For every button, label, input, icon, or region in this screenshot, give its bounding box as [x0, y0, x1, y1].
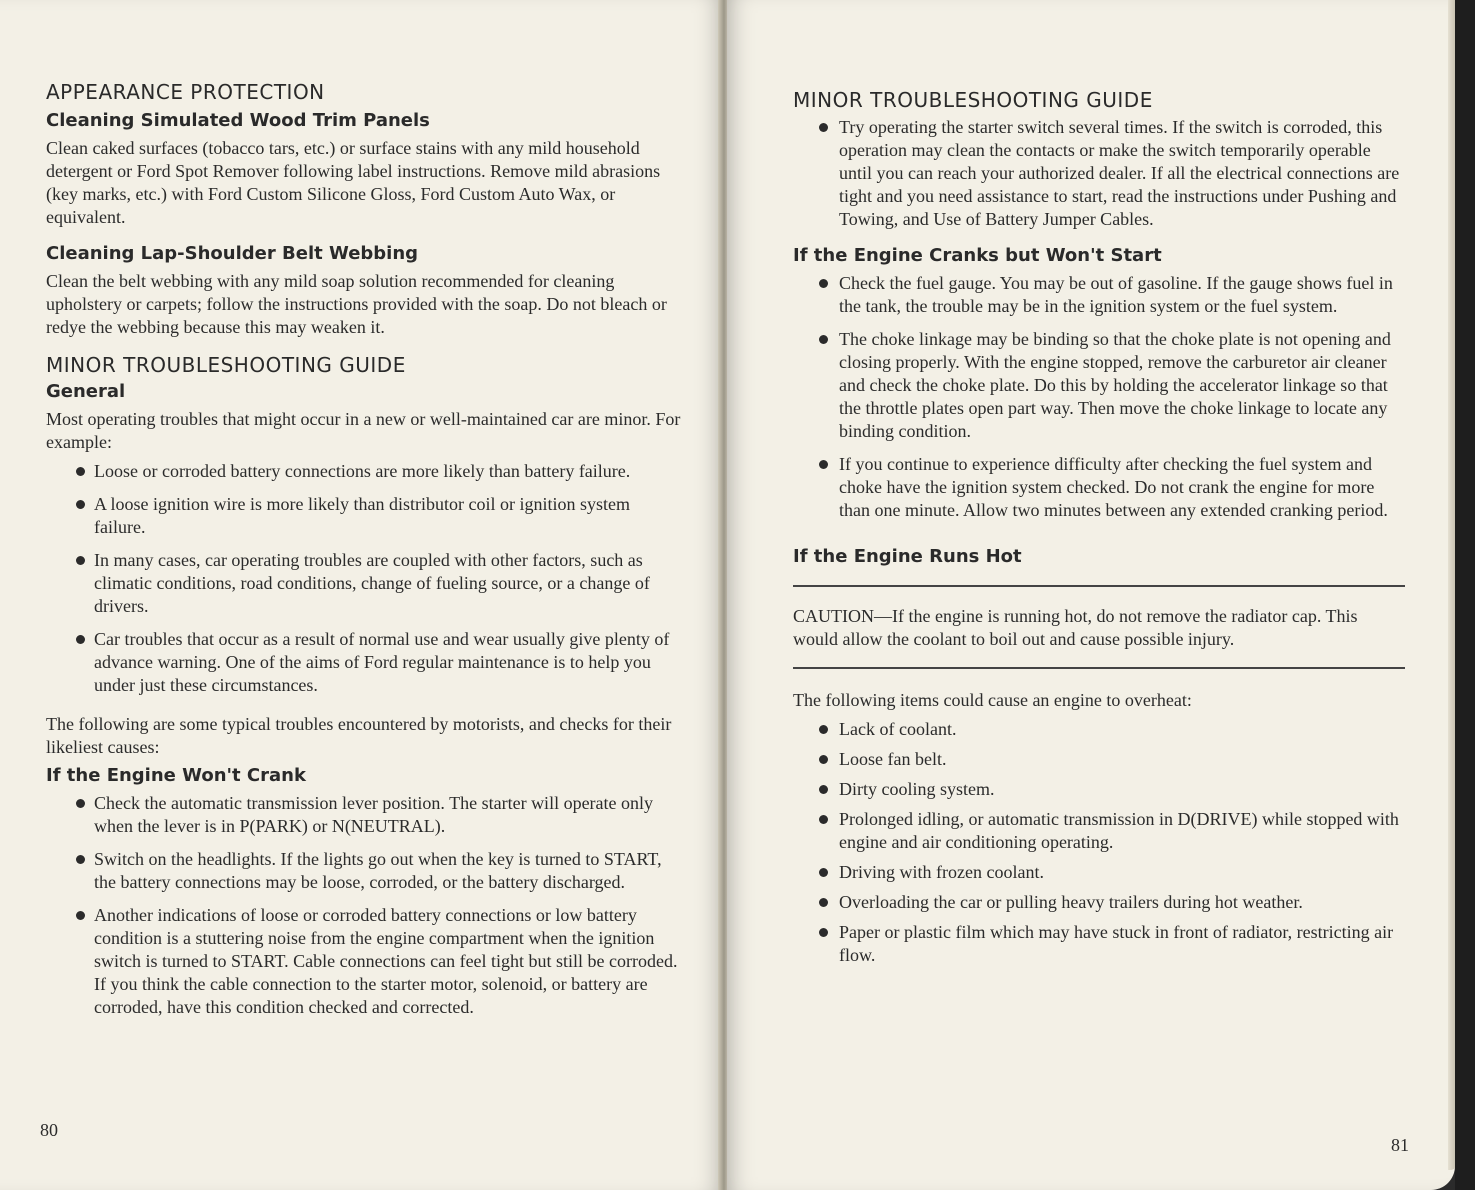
bullet-icon: [819, 123, 828, 132]
bullet-icon: [819, 335, 828, 344]
list-item: Switch on the headlights. If the lights go out when the key is turned to START, the battery connections may be loose, corroded, or the battery discharged.: [46, 848, 682, 894]
page-number-right: 81: [1391, 1135, 1409, 1155]
list-item: If you continue to experience difficulty after checking the fuel system and choke have the ignition system checked. Do not crank the engine for more than one minute. Allow two minutes between any extended cranking period.: [793, 453, 1405, 522]
bullet-icon: [819, 815, 828, 824]
cranks-wont-start-list: [793, 272, 1405, 522]
list-item: Prolonged idling, or automatic transmission in D(DRIVE) while stopped with engine and air conditioning operating.: [793, 808, 1405, 854]
general-title: General: [46, 381, 126, 402]
runs-hot-title: If the Engine Runs Hot: [793, 546, 1022, 567]
wont-crank-list: [46, 792, 682, 1019]
list-item: In many cases, car operating troubles are coupled with other factors, such as climatic conditions, road conditions, change of fueling source, or a change of drivers.: [46, 549, 682, 618]
caution-text: CAUTION—If the engine is running hot, do not remove the radiator cap. This would allow the coolant to boil out and cause possible injury.: [793, 606, 1358, 649]
bullet-icon: [76, 635, 85, 644]
bullet-icon: [819, 785, 828, 794]
bullet-icon: [819, 460, 828, 469]
belt-webbing-section: [46, 243, 682, 339]
list-item: Try operating the starter switch several times. If the switch is corroded, this operation may clean the contacts or make the switch temporarily operable until you can reach your authorized dealer. If all the electrical connections are tight and you need assistance to start, read the instructions under Pushing and Towing, and Use of Battery Jumper Cables.: [793, 116, 1405, 231]
wood-trim-text: Clean caked surfaces (tobacco tars, etc.) or surface stains with any mild household detergent or Ford Spot Remover following label instructions. Remove mild abrasions (key marks, etc.) with Ford Custom Silicone Gloss, Ford Custom Auto Wax, or equivalent.: [46, 138, 661, 227]
list-item: Check the fuel gauge. You may be out of gasoline. If the gauge shows fuel in the tank, the trouble may be in the ignition system or the fuel system.: [793, 272, 1405, 318]
continued-list: [793, 116, 1405, 231]
overheat-list: [793, 718, 1405, 967]
bullet-icon: [819, 868, 828, 877]
bullet-icon: [76, 467, 85, 476]
page-number-left: 80: [40, 1120, 58, 1140]
list-item: Check the automatic transmission lever position. The starter will operate only when the lever is in P(PARK) or N(NEUTRAL).: [46, 792, 682, 838]
bullet-icon: [76, 799, 85, 808]
bullet-icon: [819, 725, 828, 734]
list-item: Loose or corroded battery connections are more likely than battery failure.: [46, 460, 682, 483]
general-intro: Most operating troubles that might occur in a new or well-maintained car are minor. For example:: [46, 409, 681, 452]
belt-webbing-text: Clean the belt webbing with any mild soap solution recommended for cleaning upholstery or carpets; follow the instructions provided with the soap. Do not bleach or redye the webbing because this may weaken it.: [46, 271, 667, 337]
list-item: Loose fan belt.: [793, 748, 1405, 771]
list-item: Overloading the car or pulling heavy trailers during hot weather.: [793, 891, 1405, 914]
cranks-wont-start-title: If the Engine Cranks but Won't Start: [793, 245, 1162, 266]
belt-webbing-title: Cleaning Lap-Shoulder Belt Webbing: [46, 243, 419, 264]
list-item: Car troubles that occur as a result of normal use and wear usually give plenty of advance warning. One of the aims of Ford regular maintenance is to help you under just these circumstances.: [46, 628, 682, 697]
list-item: Another indications of loose or corroded battery connections or low battery condition is a stuttering noise from the engine compartment when the ignition switch is turned to START. Cable connections can feel tight but still be corroded. If you think the cable connection to the starter motor, solenoid, or battery are corroded, have this condition checked and corrected.: [46, 904, 682, 1019]
overheat-intro: The following items could cause an engine to overheat:: [793, 690, 1192, 710]
right-page: [727, 0, 1455, 1190]
wont-crank-title: If the Engine Won't Crank: [46, 765, 306, 786]
list-item: Driving with frozen coolant.: [793, 861, 1405, 884]
list-item: The choke linkage may be binding so that the choke plate is not opening and closing properly. With the engine stopped, remove the carburetor air cleaner and check the choke plate. Do this by holding the accelerator linkage so that the throttle plates open part way. Then move the choke linkage to locate any binding condition.: [793, 328, 1405, 443]
background-edge: [1455, 0, 1475, 1190]
list-item: Dirty cooling system.: [793, 778, 1405, 801]
troubleshooting-heading-right: MINOR TROUBLESHOOTING GUIDE: [793, 88, 1153, 112]
bullet-icon: [76, 911, 85, 920]
wood-trim-section: [46, 110, 682, 229]
bullet-icon: [76, 500, 85, 509]
troubleshooting-heading-left: MINOR TROUBLESHOOTING GUIDE: [46, 353, 406, 377]
bullet-icon: [819, 279, 828, 288]
wood-trim-title: Cleaning Simulated Wood Trim Panels: [46, 110, 430, 131]
bullet-icon: [819, 755, 828, 764]
caution-bottom-rule: [793, 667, 1405, 669]
left-page: [0, 0, 722, 1190]
caution-top-rule: [793, 585, 1405, 587]
list-item: Lack of coolant.: [793, 718, 1405, 741]
list-item: A loose ignition wire is more likely than distributor coil or ignition system failure.: [46, 493, 682, 539]
bullet-icon: [819, 928, 828, 937]
general-list: [46, 460, 682, 697]
list-item: Paper or plastic film which may have stuck in front of radiator, restricting air flow.: [793, 921, 1405, 967]
bullet-icon: [819, 898, 828, 907]
bullet-icon: [76, 855, 85, 864]
appearance-protection-heading: APPEARANCE PROTECTION: [46, 80, 325, 104]
bullet-icon: [76, 556, 85, 565]
typical-troubles-text: The following are some typical troubles encountered by motorists, and checks for their likeliest causes:: [46, 714, 672, 757]
